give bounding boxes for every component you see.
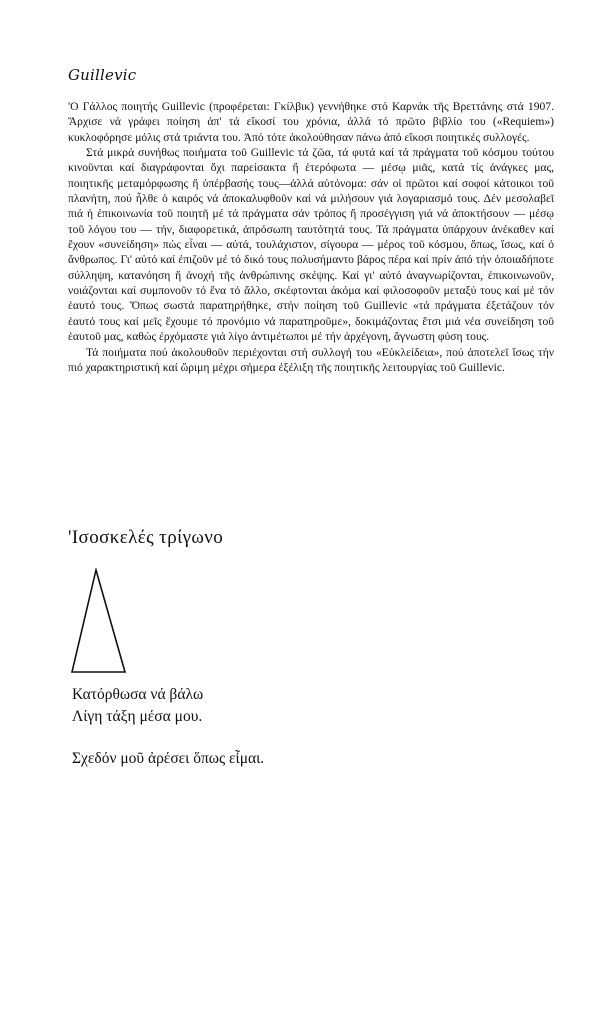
isosceles-triangle-icon xyxy=(68,568,128,676)
introduction-text xyxy=(68,99,554,375)
poem-line-1: Κατόρθωσα νά βάλω xyxy=(72,686,204,703)
poem-title: 'Ισοσκελές τρίγωνο xyxy=(68,527,224,548)
poem-body xyxy=(72,684,264,770)
intro-paragraph-3: Τά ποιήματα πού ἀκολουθοῦν περιέχονται στή συλλογή του «Εὐκλείδεια», πού ἀποτελεῖ ἴσως τήν πιό χαρακτηριστική καί ὥριμη μέχρι σήμερα ἐξέλιξη τῆς ποιητικῆς λειτουργίας τοῦ Guillevic. xyxy=(68,345,554,374)
poem-line-2: Λίγη τάξη μέσα μου. xyxy=(72,708,203,725)
intro-paragraph-1: 'Ο Γάλλος ποιητής Guillevic (προφέρεται: Γκίλβικ) γεννήθηκε στό Καρνάκ τῆς Βρεττάνης στά 1907. Ἄρχισε νά γράφει ποίηση ἀπ' τά εἴκοσί του χρόνια, ἀλλά τό πρῶτο βιβλίο του («Requiem») κυκλοφόρησε μόλις στά τριάντα του. Ἀπό τότε ἀκολούθησαν πάνω ἀπό εἴκοσι ποιητικές συλλογές. xyxy=(68,100,554,144)
poem-line-3: Σχεδόν μοῦ ἀρέσει ὅπως εἶμαι. xyxy=(72,750,265,767)
stanza-break xyxy=(72,728,264,748)
intro-paragraph-2: Στά μικρά συνήθως ποιήματα τοῦ Guillevic τά ζῶα, τά φυτά καί τά πράγματα τοῦ κόσμου τούτου κινοῦνται καί διαγράφονται ὄχι παρείσακτα ἤ ἑτερόφωτα — μέσῳ μιᾶς, κατά τίς ἀνάγκες μας, ποιητικῆς μεταμόρφωσης ἤ ὑπέρβασής τους—ἀλλά αὐτόνομα: σάν οἱ πρῶτοι καί σοφοί κάτοικοι τοῦ πλανήτη, πού ἦλθε ὁ καιρός νά ἀποκαλυφθοῦν καί νά μιλήσουν γιά λογαριασμό τους. Δέν μεσολαβεῖ πιά ἡ ἐπικοινωνία τοῦ ποιητῆ μέ τά πράγματα σάν τρόπος ἤ προσέγγιση γιά νά ἀποκτήσουν — μέσῳ τοῦ λόγου του — τήν, διαφορετικά, ἀπρόσωπη ταυτότητά τους. Τά πράγματα ὑπάρχουν ἀνέκαθεν καί ἔχουν «συνείδηση» πώς εἶναι — αὐτά, τουλάχιστον, σίγουρα — μέρος τοῦ κόσμου, ὅπως, ἴσως, καί ὁ ἄνθρωπος. Γι' αὐτό καί ἐπιζοῦν μέ τό δικό τους πολυσήμαντο βάρος πέρα καί πρίν ἀπό τήν ὁποιαδήποτε σύλληψη, κατανόηση ἤ ἀνοχή τῆς ἀνθρώπινης σκέψης. Καί γι' αὐτό ἀναγνωρίζονται, ἐπικοινωνοῦν, νοιάζονται καί συμπονοῦν τό ἕνα τό ἄλλο, σκέφτονται ἀκόμα καί φιλοσοφοῦν μεταξύ τους καί μέ τόν ἑαυτό τους. Ὅπως σωστά παρατηρήθηκε, στήν ποίηση τοῦ Guillevic «τά πράγματα ἐξετάζουν τόν ἑαυτό τους καί μεῖς ἔχουμε τό προνόμιο νά παρατηροῦμε», δοκιμάζοντας ἔτσι μιά νέα συνείδηση τοῦ ἑαυτοῦ μας, καθώς ἐρχόμαστε γιά λίγο ἀντιμέτωποι μέ τήν ἀρχέγονη, ἄγνωστη φύση τους. xyxy=(68,146,554,344)
running-title: Guillevic xyxy=(68,66,137,84)
